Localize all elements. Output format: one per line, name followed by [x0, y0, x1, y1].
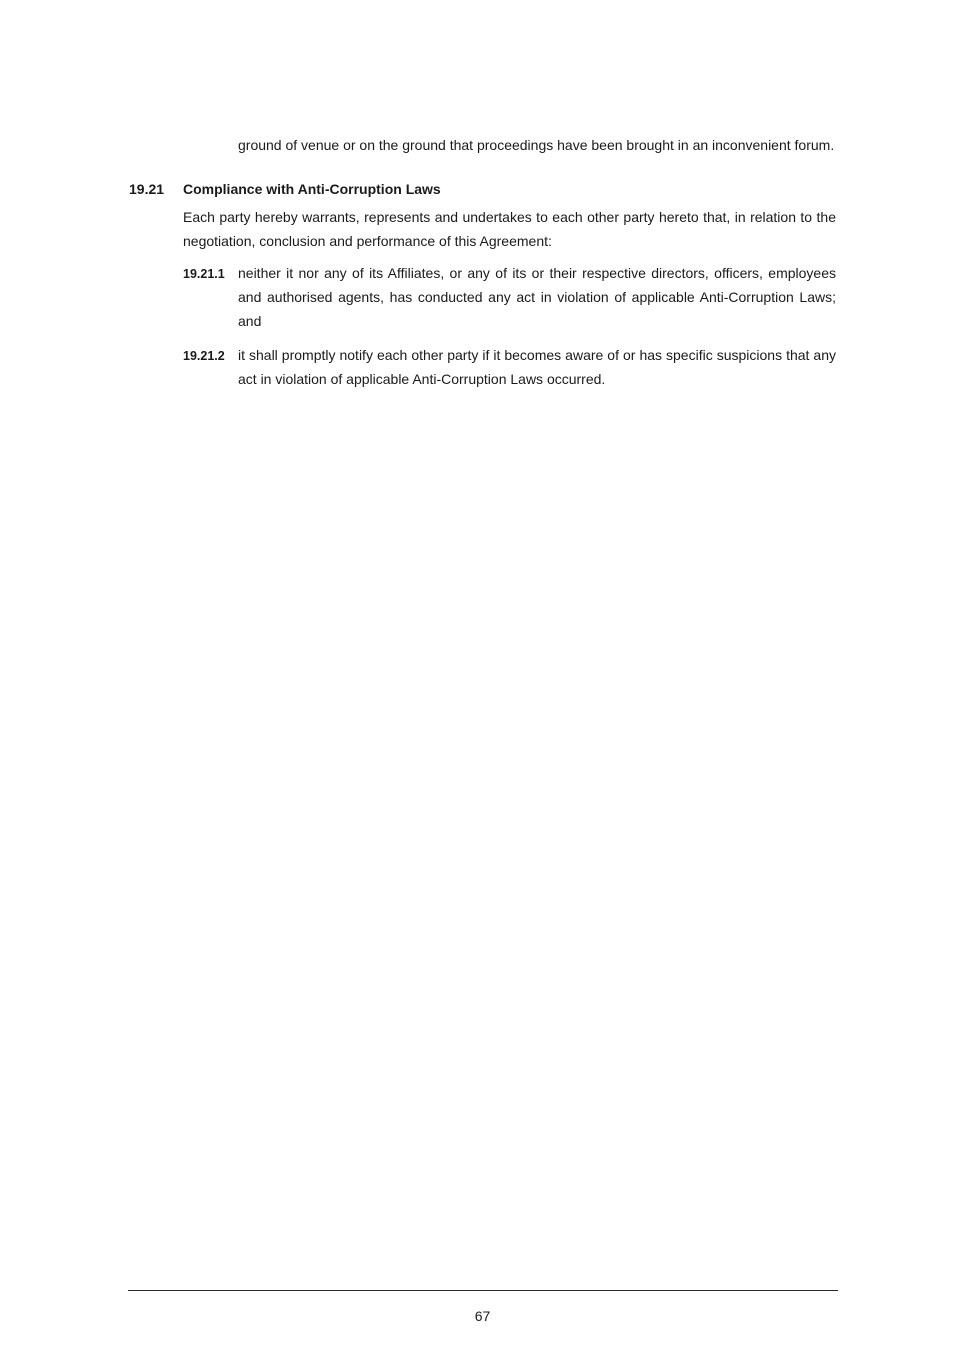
section-title: Compliance with Anti-Corruption Laws: [183, 181, 441, 197]
subsection-text: neither it nor any of its Affiliates, or any of its or their respective directors, officers, employees and authorised agents, has conducted any act in violation of applicable Anti-Corruption Laws; and: [238, 265, 836, 329]
subsection-19-21-2: [183, 343, 836, 391]
subsection-19-21-1: [183, 261, 836, 333]
section-number: 19.21: [129, 181, 165, 197]
continuation-paragraph: ground of venue or on the ground that proceedings have been brought in an inconvenient forum.: [238, 137, 835, 153]
section-lead-paragraph: Each party hereby warrants, represents and undertakes to each other party hereto that, in relation to the negotiation, conclusion and performance of this Agreement:: [183, 209, 836, 249]
footer-rule: [128, 1290, 838, 1291]
subsection-text: it shall promptly notify each other party if it becomes aware of or has specific suspicions that any act in violation of applicable Anti-Corruption Laws occurred.: [238, 347, 836, 387]
section-heading-row: [129, 177, 836, 201]
page-number: 67: [474, 1308, 491, 1324]
subsection-number: 19.21.1: [183, 267, 225, 281]
subsection-number: 19.21.2: [183, 349, 225, 363]
document-content: [129, 133, 836, 401]
